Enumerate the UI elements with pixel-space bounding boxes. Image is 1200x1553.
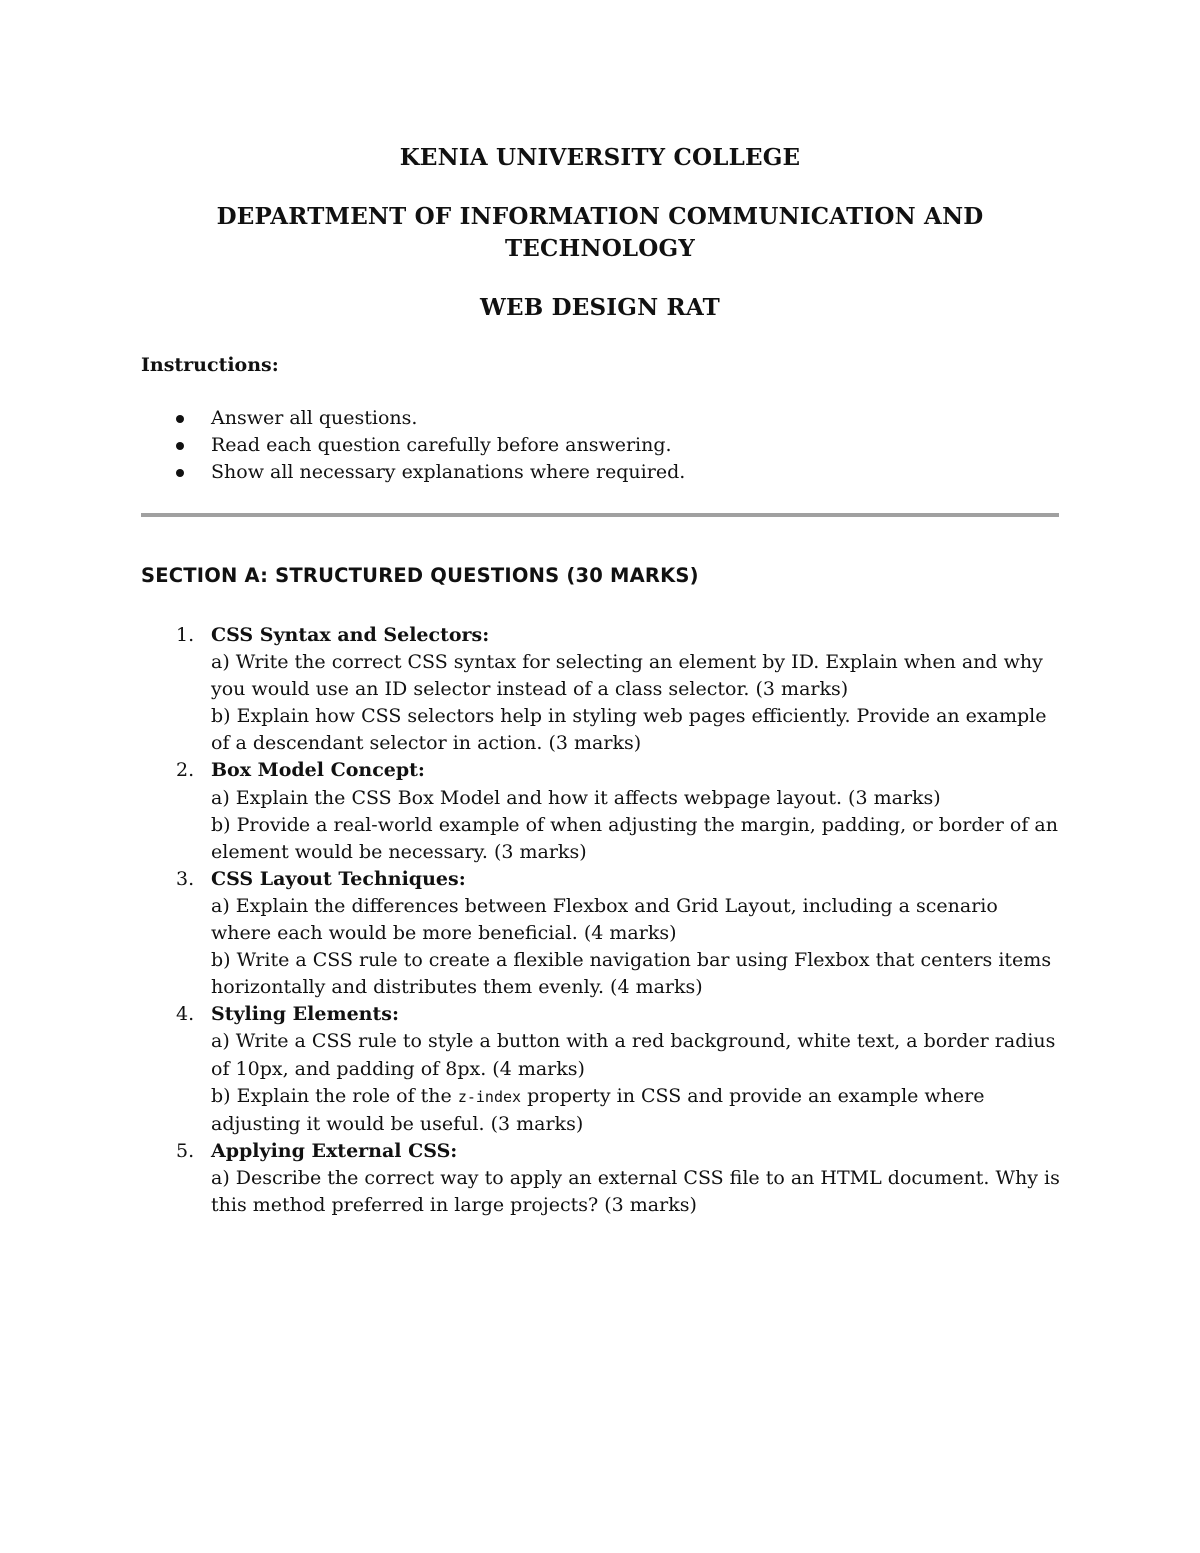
z-index-code: z-index xyxy=(457,1087,522,1106)
instructions-label: Instructions: xyxy=(141,354,279,376)
question-title: Applying External CSS: xyxy=(211,1139,458,1162)
question-part-b: b) Explain how CSS selectors help in styling web pages efficiently. Provide an example of a descendant selector in action. (3 marks) xyxy=(211,705,1047,755)
question-number: 5. xyxy=(176,1139,195,1162)
bullet-icon xyxy=(176,442,184,450)
question-2 xyxy=(141,757,1061,865)
department-name xyxy=(0,201,1200,265)
question-part-a: a) Write the correct CSS syntax for selecting an element by ID. Explain when and why you would use an ID selector instead of a class selector. (3 marks) xyxy=(211,651,1043,701)
question-part-a: a) Explain the differences between Flexbox and Grid Layout, including a scenario where each would be more beneficial. (4 marks) xyxy=(211,894,998,945)
question-part-a: a) Write a CSS rule to style a button with a red background, white text, a border radius of 10px, and padding of 8px. (4 marks) xyxy=(211,1030,1056,1080)
question-part-b: b) Write a CSS rule to create a flexible navigation bar using Flexbox that centers items horizontally and distributes them evenly. (4 marks) xyxy=(211,949,1052,999)
question-4 xyxy=(141,1001,1061,1137)
bullet-icon xyxy=(176,469,184,477)
department-name-line-1: DEPARTMENT OF INFORMATION COMMUNICATION AND xyxy=(216,203,984,230)
section-divider xyxy=(141,513,1059,517)
question-number: 3. xyxy=(176,867,195,890)
question-3 xyxy=(141,866,1061,1001)
question-title: CSS Layout Techniques: xyxy=(211,867,466,890)
question-number: 4. xyxy=(176,1003,195,1026)
instruction-item: Read each question carefully before answering. xyxy=(141,432,685,459)
question-part-a: a) Explain the CSS Box Model and how it affects webpage layout. (3 marks) xyxy=(211,786,941,809)
question-title: Styling Elements: xyxy=(211,1003,399,1026)
question-list xyxy=(141,622,1061,1219)
college-name: KENIA UNIVERSITY COLLEGE xyxy=(399,144,801,171)
question-5 xyxy=(141,1138,1061,1219)
question-title: CSS Syntax and Selectors: xyxy=(211,624,490,646)
exam-title: WEB DESIGN RAT xyxy=(480,294,720,321)
instruction-item: Show all necessary explanations where required. xyxy=(141,459,685,486)
question-number: 2. xyxy=(176,759,195,782)
question-part-a: a) Describe the correct way to apply an external CSS file to an HTML document. Why is this method preferred in large projects? (3 marks) xyxy=(211,1166,1060,1216)
question-part-b: b) Explain the role of the z-index property in CSS and provide an example where adjusting it would be useful. (3 marks) xyxy=(211,1084,985,1135)
question-number: 1. xyxy=(176,624,195,646)
question-part-b: b) Provide a real-world example of when adjusting the margin, padding, or border of an element would be necessary. (3 marks) xyxy=(211,813,1058,863)
question-title: Box Model Concept: xyxy=(211,759,425,782)
department-name-line-2: TECHNOLOGY xyxy=(504,235,695,262)
instructions-list xyxy=(141,405,685,486)
bullet-icon xyxy=(176,415,184,423)
question-1 xyxy=(141,622,1061,757)
section-a-heading: SECTION A: STRUCTURED QUESTIONS (30 MARKS) xyxy=(141,564,699,587)
instruction-item: Answer all questions. xyxy=(141,405,685,432)
